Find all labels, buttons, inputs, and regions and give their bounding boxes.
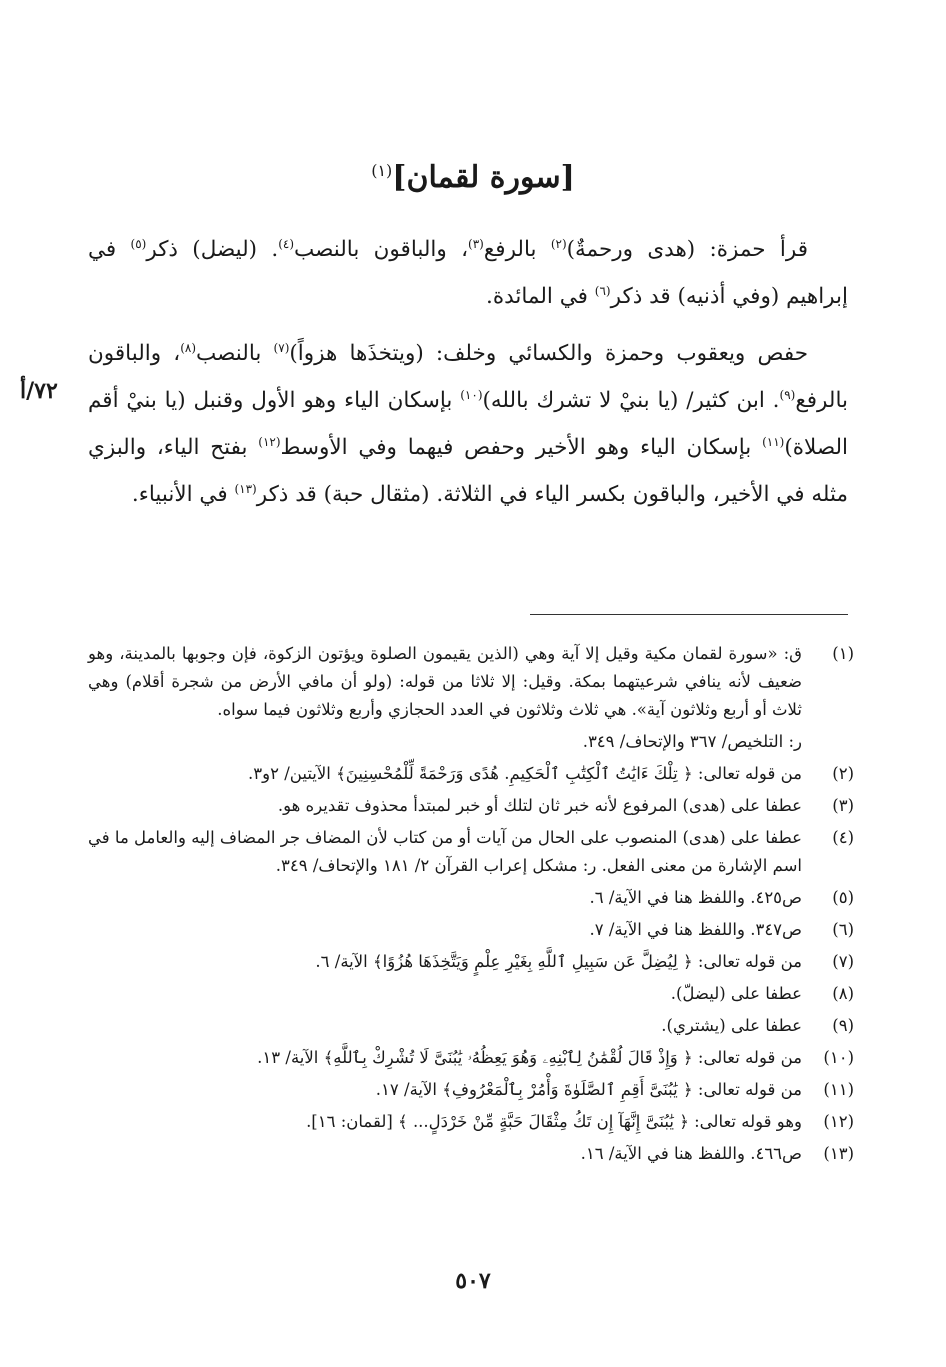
footnote-text: ص٣٤٧. واللفظ هنا في الآية/ ٧. <box>589 920 802 939</box>
footnote-ref: (١٢) <box>258 434 281 449</box>
footnote-number: (١١) <box>823 1080 854 1099</box>
footnote-ref: (١٠) <box>460 387 483 402</box>
text-segment: بالرفع <box>483 237 551 262</box>
footnote-number: (٥) <box>832 888 854 907</box>
footnote <box>88 1140 854 1168</box>
text-segment: بالنصب <box>196 341 274 366</box>
text-segment: . (ليضل) ذكر <box>146 237 279 262</box>
footnote-number: (١٢) <box>823 1112 854 1131</box>
footnote-text: ق: «سورة لقمان مكية وقيل إلا آية وهي (الذين يقيمون الصلوة ويؤتون الزكوة، فإن وجوبها بالمدينة، وهو ضعيف لأنه ينافي شرعيتهما بمكة. وقيل: إلا ثلاثا من قوله: (ولو أن مافي الأرض من شجرة أقلام) وهي ثلاث أو أربع وثلاثون آية». هي ثلاث وثلاثون في العدد الحجازي وأربع وثلاثون فيما سواه. <box>88 644 802 719</box>
text-segment: في المائدة. <box>486 284 595 309</box>
page-number: ٥٠٧ <box>455 1268 491 1294</box>
footnote-separator <box>530 614 848 615</box>
footnote <box>88 948 854 976</box>
text-segment: حفص ويعقوب وحمزة والكسائي وخلف: (ويتخذَها هزواً) <box>289 341 808 366</box>
footnote-ref: (٢) <box>550 236 567 251</box>
footnote-number: (١) <box>832 644 854 663</box>
text-segment: بإسكان الياء وهو الأول وقنبل (يا بنيْ أقم الصلاة) <box>88 388 848 460</box>
footnote-ref: (٧) <box>273 340 290 355</box>
footnote <box>88 760 854 788</box>
footnote-text: ص٤٦٦. واللفظ هنا في الآية/ ١٦. <box>580 1144 802 1163</box>
surah-title-text: [سورة لقمان] <box>392 160 575 195</box>
footnote <box>88 884 854 912</box>
footnote <box>88 1076 854 1104</box>
footnote <box>88 728 854 756</box>
title-footnote-mark: (١) <box>371 161 393 180</box>
footnote <box>88 792 854 820</box>
footnote <box>88 916 854 944</box>
footnote-text: عطفا على (هدى) المنصوب على الحال من آيات أو من كتاب لأن المضاف جر المضاف إليه والعامل ما في اسم الإشارة من معنى الفعل. ر: مشكل إعراب القرآن ٢/ ١٨١ والإتحاف/ ٣٤٩. <box>88 828 802 875</box>
footnote-ref: (١٣) <box>234 481 257 496</box>
footnote-ref: (١١) <box>762 434 785 449</box>
main-text <box>88 226 848 528</box>
footnote-text: من قوله تعالى: ﴿ تِلْكَ ءَايَٰتُ ٱلْكِتَٰبِ ٱلْحَكِيمِ. هُدًى وَرَحْمَةً لِّلْمُحْسِنِينَ﴾ الآيتين/ ٢و٣. <box>248 764 802 783</box>
paragraph <box>88 330 848 518</box>
footnote <box>88 1108 854 1136</box>
footnotes-list <box>88 640 854 1172</box>
footnote <box>88 640 854 724</box>
text-segment: بإسكان الياء وهو الأخير وحفص فيهما وفي الأوسط <box>280 435 763 460</box>
manuscript-folio-marker: ٧٢/أ <box>20 378 58 404</box>
text-segment: . ابن كثير/ (يا بنيْ لا تشرك بالله) <box>482 388 780 413</box>
text-segment: ، والباقون بالنصب <box>294 237 469 262</box>
footnote-number: (٦) <box>832 920 854 939</box>
footnote-ref: (٣) <box>468 236 484 251</box>
text-segment: في الأنبياء. <box>131 482 235 507</box>
footnote-text: من قوله تعالى: ﴿ يَٰبُنَىَّ أَقِمِ ٱلصَّلَوٰةَ وَأْمُرْ بِٱلْمَعْرُوفِ﴾ الآية/ ١٧. <box>375 1080 802 1099</box>
footnote-ref: (٤) <box>278 236 295 251</box>
footnote-number: (٧) <box>832 952 854 971</box>
footnote <box>88 980 854 1008</box>
footnote <box>88 1012 854 1040</box>
footnote <box>88 824 854 880</box>
footnote-number: (٣) <box>832 796 854 815</box>
footnote-number: (٨) <box>832 984 854 1003</box>
text-segment: قرأ حمزة: (هدى ورحمةٌ) <box>566 237 808 262</box>
text-segment: بفتح الياء، والبزي مثله في الأخير، والباقون بكسر الياء في الثلاثة. (مثقال حبة) قد ذكر <box>88 435 848 507</box>
footnote-text: ص٤٢٥. واللفظ هنا في الآية/ ٦. <box>589 888 802 907</box>
text-segment: ، والباقون بالرفع <box>88 341 848 413</box>
footnote-number: (١٣) <box>823 1144 854 1163</box>
paragraph <box>88 226 848 320</box>
footnote-text: من قوله تعالى: ﴿ لِيُضِلَّ عَن سَبِيلِ ٱللَّهِ بِغَيْرِ عِلْمٍ وَيَتَّخِذَهَا هُزُوًا﴾ الآية/ ٦. <box>315 952 802 971</box>
footnote-ref: (٥) <box>130 236 147 251</box>
text-segment: في إبراهيم (وفي أذنيه) قد ذكر <box>88 237 848 309</box>
footnote-number: (٢) <box>832 764 854 783</box>
footnote-text: من قوله تعالى: ﴿ وَإِذْ قَالَ لُقْمَٰنُ لِٱبْنِهِۦ وَهُوَ يَعِظُهُۥ يَٰبُنَىَّ لَا تُشْرِكْ بِٱللَّهِ﴾ الآية/ ١٣. <box>257 1048 802 1067</box>
footnote-number: (٩) <box>832 1016 854 1035</box>
footnote <box>88 1044 854 1072</box>
surah-title <box>0 160 946 195</box>
footnote-text: وهو قوله تعالى: ﴿ يَٰبُنَىَّ إِنَّهَآ إِن تَكُ مِثْقَالَ حَبَّةٍ مِّنْ خَرْدَلٍ... ﴾ [لقمان: ١٦]. <box>306 1112 802 1131</box>
footnote-text: عطفا على (يشتري). <box>661 1016 802 1035</box>
footnote-text: عطفا على (ليضلّ). <box>670 984 802 1003</box>
footnote-ref: (٩) <box>779 387 796 402</box>
footnote-number: (١٠) <box>823 1048 854 1067</box>
footnote-text: ر: التلخيص/ ٣٦٧ والإتحاف/ ٣٤٩. <box>582 732 802 751</box>
footnote-text: عطفا على (هدى) المرفوع لأنه خبر ثان لتلك أو خبر لمبتدأ محذوف تقديره هو. <box>277 796 802 815</box>
footnote-number: (٤) <box>832 828 854 847</box>
footnote-ref: (٦) <box>594 283 611 298</box>
footnote-ref: (٨) <box>180 340 197 355</box>
